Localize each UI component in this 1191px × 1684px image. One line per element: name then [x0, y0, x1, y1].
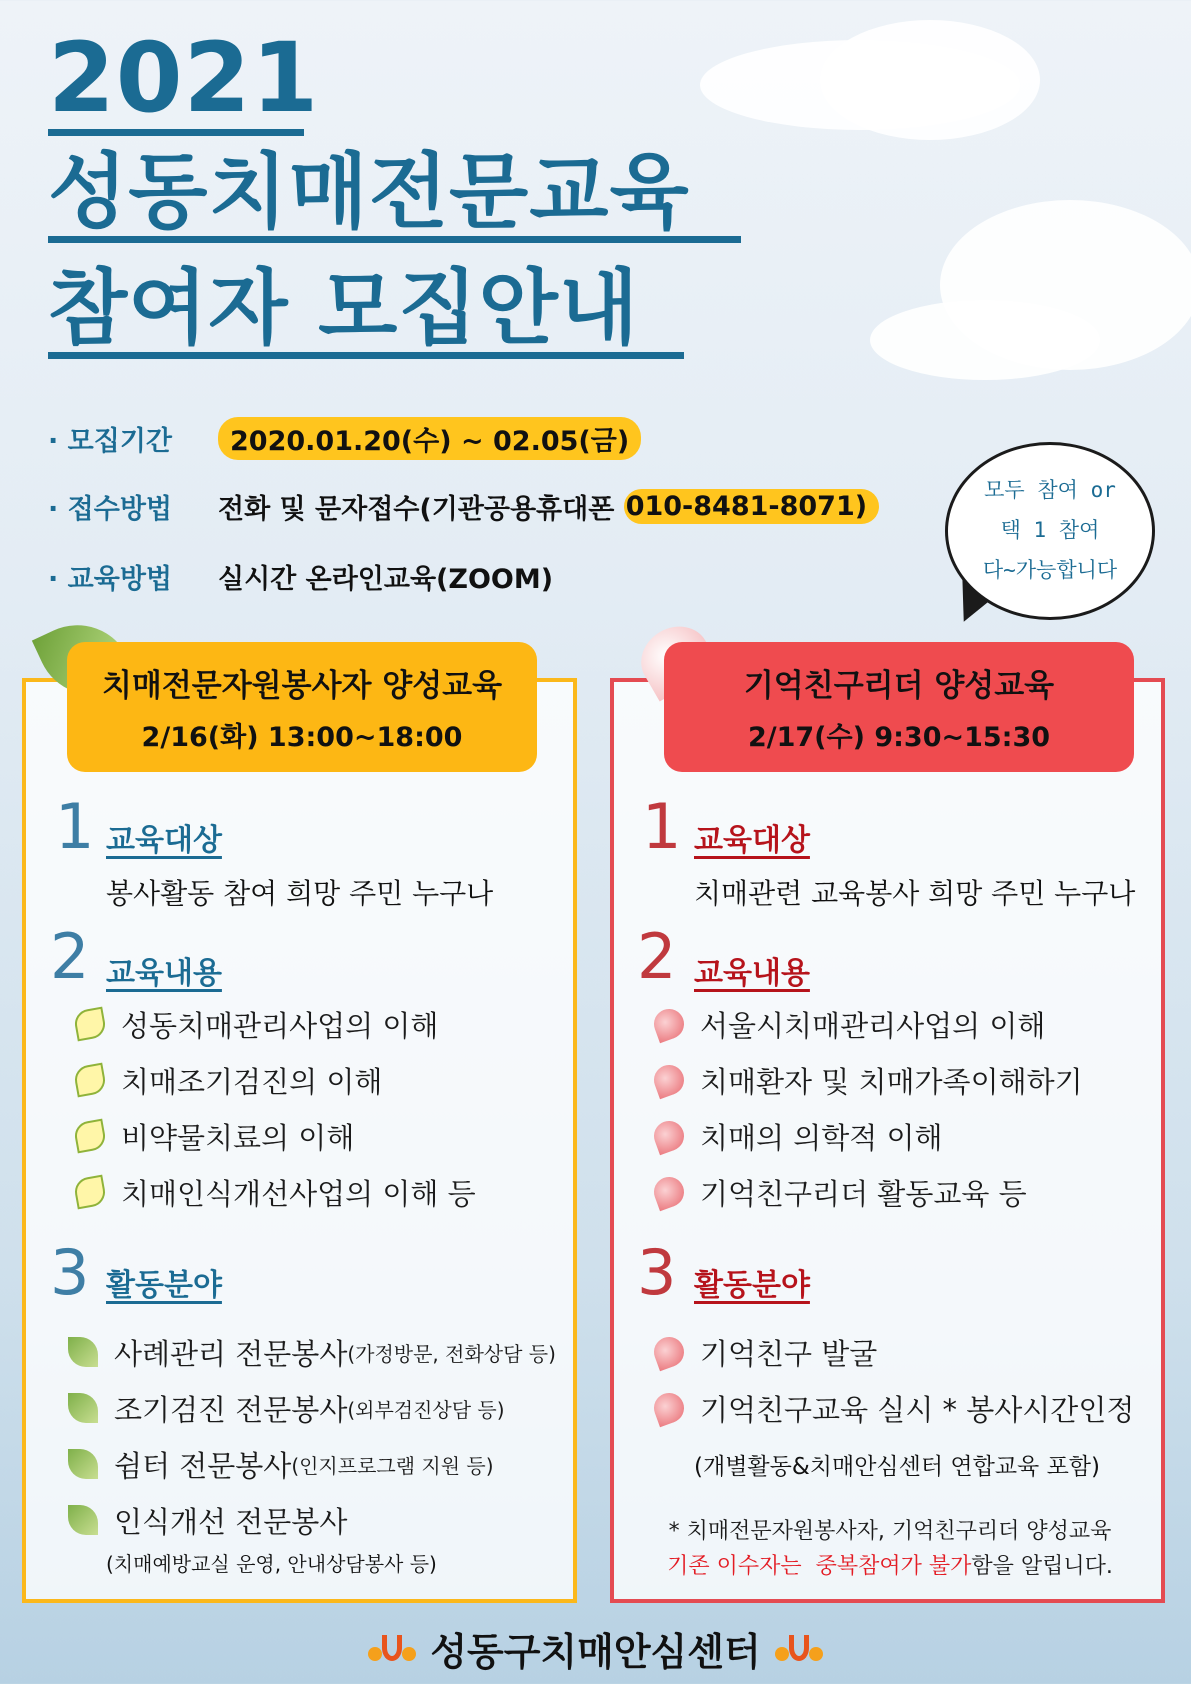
info-label: · 모집기간 — [48, 425, 172, 457]
logo-icon — [775, 1635, 823, 1661]
activity-main: 쉼터 전문봉사 — [114, 1448, 292, 1483]
info-value: 실시간 온라인교육(ZOOM) — [218, 563, 554, 595]
list-item — [654, 1324, 1134, 1380]
title-main: 성동치매전문교육 — [48, 150, 741, 243]
list-item — [68, 1436, 556, 1492]
section-title: 활동분야 — [106, 1268, 222, 1303]
sprout-icon — [73, 1119, 108, 1154]
activity-main: 조기검진 전문봉사 — [114, 1392, 348, 1427]
speech-bubble — [945, 442, 1155, 620]
info-edu — [48, 556, 553, 596]
phone-number: 010-8481-8071) — [624, 489, 879, 524]
title-sub: 참여자 모집안내 — [48, 266, 684, 359]
activity-list — [68, 1324, 556, 1548]
list-item — [654, 996, 1083, 1052]
right-program-header — [664, 642, 1134, 772]
list-item — [68, 1324, 556, 1380]
program-title: 기억친구리더 양성교육 — [743, 668, 1055, 704]
activity-sub: (인지프로그램 지원 등) — [291, 1453, 494, 1478]
leaf-icon — [68, 1505, 98, 1535]
title-year: 2021 — [48, 22, 320, 134]
list-item — [75, 1164, 476, 1220]
sprout-icon — [73, 1007, 108, 1042]
section-number: 1 — [55, 790, 95, 863]
section-number: 3 — [50, 1236, 90, 1309]
section-number: 2 — [50, 920, 90, 993]
content-list — [75, 996, 476, 1220]
leaf-icon — [68, 1337, 98, 1367]
content-list — [654, 996, 1083, 1220]
activity-main: 기억친구 발굴 — [700, 1336, 878, 1371]
bubble-line: 모두 참여 or — [984, 478, 1116, 503]
list-item-text: 서울시치매관리사업의 이해 — [700, 1008, 1046, 1043]
list-item-text: 치매인식개선사업의 이해 등 — [121, 1176, 476, 1211]
list-item-text: 치매조기검진의 이해 — [121, 1064, 383, 1099]
cloud-decoration — [870, 300, 1100, 380]
info-value: 2020.01.20(수) ~ 02.05(금) — [218, 417, 641, 460]
footer — [0, 1620, 1191, 1676]
notice-end: 함을 알립니다. — [971, 1554, 1113, 1580]
program-date: 2/16(화) 13:00~18:00 — [141, 722, 463, 753]
section-title: 교육내용 — [106, 956, 222, 991]
list-item — [75, 1052, 476, 1108]
info-label: · 교육방법 — [48, 563, 172, 595]
left-program-header — [67, 642, 537, 772]
list-item — [75, 1108, 476, 1164]
section-text: 치매관련 교육봉사 희망 주민 누구나 — [694, 877, 1136, 910]
info-period — [48, 418, 641, 458]
list-item-text: 치매환자 및 치매가족이해하기 — [700, 1064, 1083, 1099]
petal-icon — [650, 1173, 688, 1211]
activity-sub: (가정방문, 전화상담 등) — [347, 1341, 556, 1366]
leaf-icon — [68, 1449, 98, 1479]
cloud-decoration — [820, 20, 1040, 140]
notice-line: * 치매전문자원봉사자, 기억친구리더 양성교육 — [668, 1519, 1112, 1544]
petal-icon — [650, 1389, 688, 1427]
list-item — [654, 1052, 1083, 1108]
list-item-text: 치매의 의학적 이해 — [700, 1120, 943, 1155]
info-value: 전화 및 문자접수(기관공용휴대폰 — [218, 493, 624, 525]
section-number: 1 — [642, 790, 682, 863]
petal-icon — [650, 1061, 688, 1099]
sprout-icon — [73, 1063, 108, 1098]
list-item — [654, 1380, 1134, 1436]
logo-icon — [368, 1635, 416, 1661]
activity-list — [654, 1324, 1134, 1436]
list-item — [75, 996, 476, 1052]
notice-red: 기존 이수자는 — [667, 1554, 802, 1580]
list-item — [654, 1108, 1083, 1164]
activity-main: 인식개선 전문봉사 — [114, 1504, 348, 1539]
activity-extra: (치매예방교실 운영, 안내상담봉사 등) — [106, 1552, 437, 1576]
section-title: 교육대상 — [694, 823, 810, 858]
info-method — [48, 486, 879, 526]
notice-line — [640, 1549, 1140, 1584]
activity-sub: (외부검진상담 등) — [347, 1397, 505, 1422]
list-item — [68, 1492, 556, 1548]
list-item-text: 비약물치료의 이해 — [121, 1120, 355, 1155]
section-title: 활동분야 — [694, 1268, 810, 1303]
program-date: 2/17(수) 9:30~15:30 — [747, 722, 1051, 753]
list-item — [68, 1380, 556, 1436]
activity-extra: (개별활동&치매안심센터 연합교육 포함) — [694, 1454, 1100, 1480]
organization-name: 성동구치매안심센터 — [430, 1629, 761, 1674]
sprout-icon — [73, 1175, 108, 1210]
bubble-line: 택 1 참여 — [1000, 518, 1100, 543]
section-title: 교육내용 — [694, 956, 810, 991]
notice-text — [640, 1514, 1140, 1584]
list-item-text: 성동치매관리사업의 이해 — [121, 1008, 439, 1043]
leaf-icon — [68, 1393, 98, 1423]
list-item — [654, 1164, 1083, 1220]
bubble-line: 다~가능합니다 — [982, 557, 1118, 582]
petal-icon — [650, 1005, 688, 1043]
section-text: 봉사활동 참여 희망 주민 누구나 — [106, 877, 494, 910]
section-number: 3 — [637, 1236, 677, 1309]
notice-red: 중복참여가 불가 — [815, 1554, 972, 1580]
activity-main: 사례관리 전문봉사 — [114, 1336, 348, 1371]
section-number: 2 — [637, 920, 677, 993]
list-item-text: 기억친구리더 활동교육 등 — [700, 1176, 1027, 1211]
petal-icon — [650, 1117, 688, 1155]
info-label: · 접수방법 — [48, 493, 172, 525]
program-title: 치매전문자원봉사자 양성교육 — [101, 668, 503, 704]
petal-icon — [650, 1333, 688, 1371]
activity-main: 기억친구교육 실시 * 봉사시간인정 — [700, 1392, 1135, 1427]
section-title: 교육대상 — [106, 823, 222, 858]
